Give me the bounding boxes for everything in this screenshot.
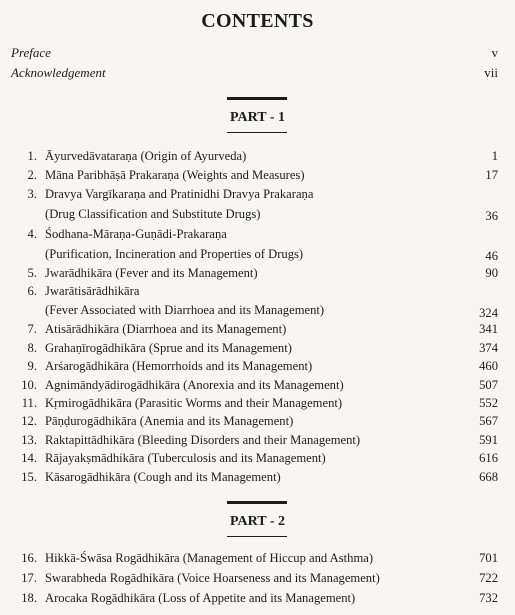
front-matter-preface[interactable] — [11, 45, 498, 61]
entry-number: 15. — [21, 470, 37, 484]
entry-title: Arśarogādhikāra (Hemorrhoids and its Management) — [45, 359, 313, 373]
entry-page: 567 — [479, 414, 498, 428]
entry-title: Swarabheda Rogādhikāra (Voice Hoarseness and its Management) — [45, 571, 380, 585]
entry-title: Māna Paribhāṣā Prakaraṇa (Weights and Measures) — [45, 168, 305, 182]
entry-number: 4. — [27, 227, 37, 241]
entry-page: 732 — [479, 591, 498, 605]
entry-number: 18. — [21, 591, 37, 605]
entry-page: 668 — [479, 470, 498, 484]
entry-page: 90 — [485, 266, 498, 280]
toc-entry-6[interactable] — [0, 282, 515, 322]
part-1-bottom-rule — [227, 132, 287, 133]
page-title: CONTENTS — [201, 10, 314, 32]
entry-number: 2. — [27, 168, 37, 182]
entry-page: 1 — [491, 149, 498, 163]
front-matter-page: v — [491, 45, 498, 60]
entry-page: 591 — [479, 433, 498, 447]
toc-entry-4[interactable] — [0, 225, 515, 265]
entry-number: 17. — [21, 571, 37, 585]
entry-title: Agnimāndyādirogādhikāra (Anorexia and its Management) — [45, 378, 344, 392]
entry-title: Jwarātisārādhikāra — [45, 284, 140, 298]
entry-title: Śodhana-Māraṇa-Guṇādi-Prakaraṇa — [45, 227, 227, 241]
entry-subtitle: (Drug Classification and Substitute Drugs) — [45, 207, 261, 221]
entry-number: 14. — [21, 451, 37, 465]
entry-number: 1. — [27, 149, 37, 163]
entry-page: 324 — [479, 306, 498, 320]
entry-number: 9. — [27, 359, 37, 373]
entry-number: 7. — [27, 322, 37, 336]
entry-subtitle: (Purification, Incineration and Properties of Drugs) — [45, 247, 304, 261]
part-2-bottom-rule — [227, 536, 287, 537]
entry-title: Raktapittādhikāra (Bleeding Disorders and their Management) — [45, 433, 361, 447]
entry-page: 341 — [479, 322, 498, 336]
entry-title: Āyurvedāvataraṇa (Origin of Ayurveda) — [45, 149, 247, 163]
entry-page: 17 — [485, 168, 498, 182]
entry-title: Atisārādhikāra (Diarrhoea and its Management) — [45, 322, 287, 336]
entry-number: 12. — [21, 414, 37, 428]
entry-title: Hikkā-Śwāsa Rogādhikāra (Management of Hiccup and Asthma) — [45, 551, 374, 565]
entry-page: 460 — [479, 359, 498, 373]
entry-title: Rājayakṣmādhikāra (Tuberculosis and its Management) — [45, 451, 326, 465]
entry-number: 13. — [21, 433, 37, 447]
front-matter-label: Acknowledgement — [11, 65, 106, 80]
front-matter-page: vii — [484, 65, 498, 80]
entry-title: Jwarādhikāra (Fever and its Management) — [45, 266, 258, 280]
front-matter-label: Preface — [11, 45, 51, 60]
entry-page: 616 — [479, 451, 498, 465]
entry-title: Dravya Vargīkaraṇa and Pratinidhi Dravya Prakaraṇa — [45, 187, 314, 201]
entry-title: Kāsarogādhikāra (Cough and its Management) — [45, 470, 281, 484]
entry-number: 8. — [27, 341, 37, 355]
entry-subtitle: (Fever Associated with Diarrhoea and its Management) — [45, 303, 325, 317]
entry-number: 11. — [21, 396, 37, 410]
entry-title: Pāṇḍurogādhikāra (Anemia and its Management) — [45, 414, 294, 428]
part-2-top-rule — [227, 501, 287, 504]
entry-page: 552 — [479, 396, 498, 410]
front-matter-acknowledgement[interactable] — [11, 65, 498, 81]
entry-page: 507 — [479, 378, 498, 392]
entry-title: Kṛmirogādhikāra (Parasitic Worms and their Management) — [45, 396, 343, 410]
entry-number: 10. — [21, 378, 37, 392]
entry-number: 16. — [21, 551, 37, 565]
entry-title: Grahaṇīrogādhikāra (Sprue and its Management) — [45, 341, 292, 355]
part-1-title: PART - 1 — [230, 110, 285, 125]
entry-page: 46 — [485, 249, 498, 263]
toc-entry-3[interactable] — [0, 185, 515, 225]
entry-page: 374 — [479, 341, 498, 355]
part-1-top-rule — [227, 97, 287, 100]
entry-number: 6. — [27, 284, 37, 298]
entry-page: 722 — [479, 571, 498, 585]
part-2-title: PART - 2 — [230, 514, 285, 529]
entry-number: 5. — [27, 266, 37, 280]
entry-number: 3. — [27, 187, 37, 201]
entry-page: 36 — [485, 209, 498, 223]
entry-title: Arocaka Rogādhikāra (Loss of Appetite and its Management) — [45, 591, 356, 605]
entry-page: 701 — [479, 551, 498, 565]
